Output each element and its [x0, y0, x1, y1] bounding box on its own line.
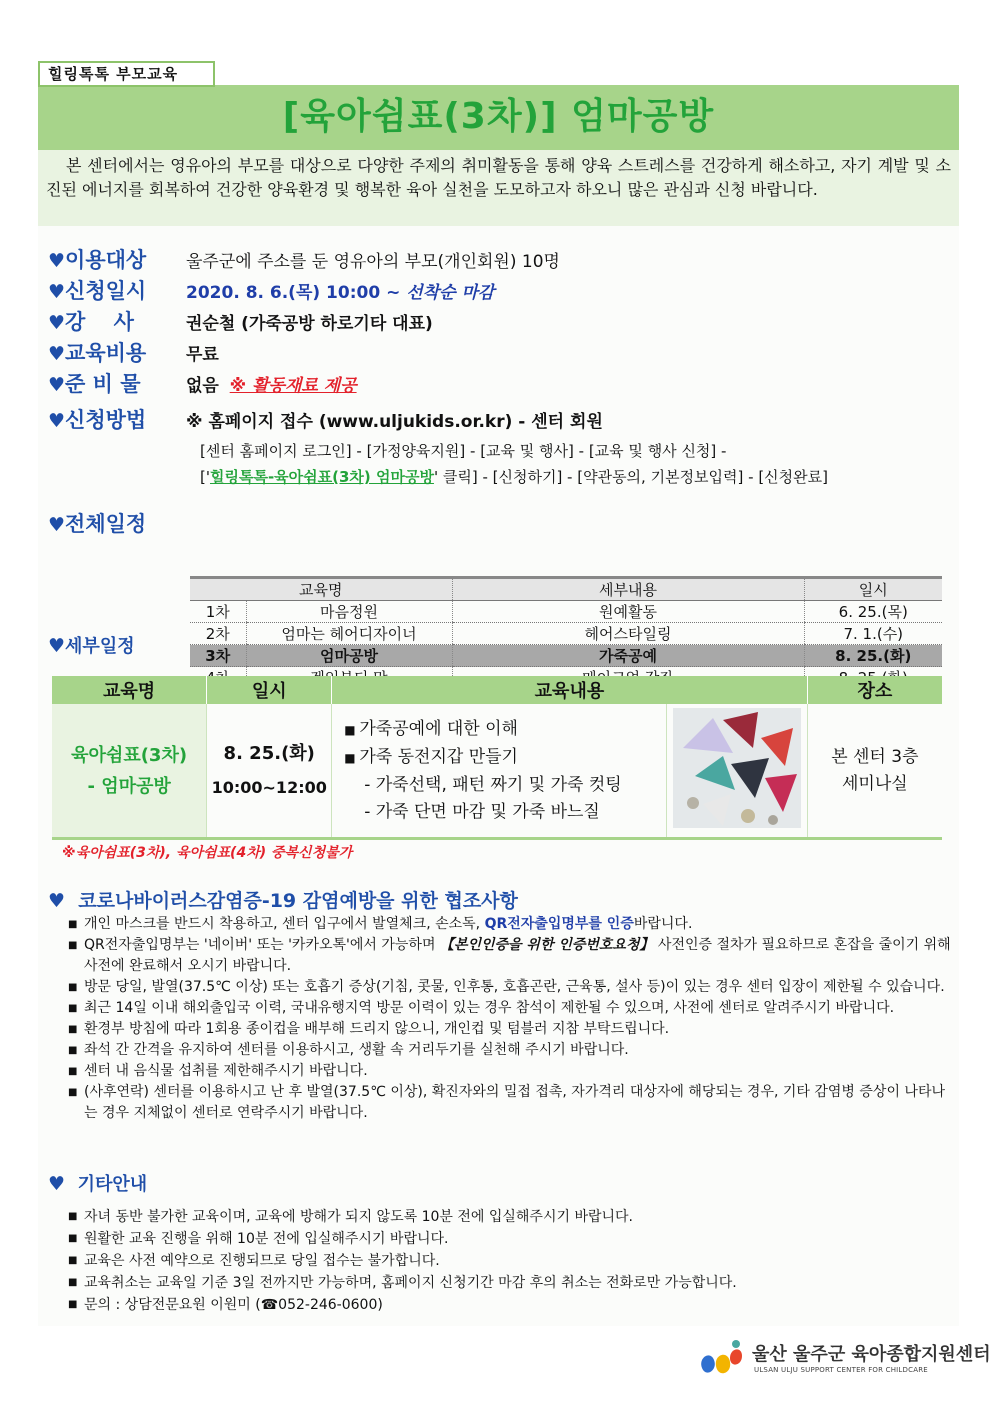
list-item: ■ 환경부 방침에 따라 1회용 종이컵을 배부해 드리지 않으니, 개인컵 및 텀블러 지참 부탁드립니다.	[68, 1019, 952, 1040]
col-header-place: 장소	[807, 676, 942, 704]
list-item: ■ 교육은 사전 예약으로 진행되므로 당일 접수는 불가합니다.	[68, 1250, 952, 1272]
list-item: ■ 최근 14일 이내 해외출입국 이력, 국내유행지역 방문 이력이 있는 경우 참석이 제한될 수 있으며, 사전에 센터로 알려주시기 바랍니다.	[68, 998, 952, 1019]
col-header-date: 일시	[207, 676, 332, 704]
info-prep	[48, 368, 357, 398]
info-target-value: 울주군에 주소를 둔 영유아의 부모(개인회원) 10명	[186, 251, 560, 272]
heart-icon: ♥	[48, 281, 66, 303]
info-target	[48, 244, 560, 274]
list-item: ■ 교육취소는 교육일 기준 3일 전까지만 가능하며, 홈페이지 신청기간 마감 후의 취소는 전화로만 가능합니다.	[68, 1272, 952, 1294]
col-header-name: 교육명	[52, 676, 207, 704]
heart-icon: ♥	[48, 374, 66, 396]
info-prep-label: ♥준 비 물	[48, 372, 141, 396]
info-method-value: ※ 홈페이지 접수 (www.uljukids.or.kr) - 센터 회원	[186, 411, 603, 432]
list-item: ■ 개인 마스크를 반드시 착용하고, 센터 입구에서 발열체크, 손소독, QR전자출입명부를 인증바랍니다.	[68, 914, 952, 935]
program-date-cell: 8. 25.(화) 10:00~12:00	[207, 704, 332, 839]
heart-icon: ♥	[48, 514, 66, 536]
session-date: 8. 25.(화)	[804, 645, 942, 667]
table-header-row	[52, 676, 942, 704]
heart-icon: ♥	[48, 635, 66, 657]
session-detail: 원예활동	[452, 601, 804, 623]
list-item: ■ (사후연락) 센터를 이용하시고 난 후 발열(37.5℃ 이상), 확진자와의 밀접 접촉, 자가격리 대상자에 해당되는 경우, 기타 감염병 증상이 나타나는 경우 지체없이 센터로 연락주시기 바랍니다.	[68, 1082, 952, 1124]
leather-purse-image	[673, 708, 801, 828]
session-no: 2차	[190, 623, 246, 645]
info-cost-value: 무료	[186, 344, 219, 365]
heart-icon: ♥	[48, 312, 66, 334]
col-header-detail: 세부내용	[452, 578, 804, 601]
session-no: 3차	[190, 645, 246, 667]
col-header-date: 일시	[804, 578, 942, 601]
session-detail: 헤어스타일링	[452, 623, 804, 645]
org-logo-icon	[696, 1338, 746, 1382]
table-header-row	[190, 578, 942, 601]
session-name: 엄마공방	[246, 645, 452, 667]
list-item: ■ 센터 내 음식물 섭취를 제한해주시기 바랍니다.	[68, 1061, 952, 1082]
info-apply-date-value: 2020. 8. 6.(목) 10:00 ~ 선착순 마감	[186, 282, 495, 303]
content-subitem: - 가죽선택, 패턴 짜기 및 가죽 컷팅	[364, 774, 622, 795]
info-cost	[48, 337, 219, 367]
table-row	[190, 623, 942, 645]
list-item: ■ 문의 : 상담전문요원 이원미 (☎052-246-0600)	[68, 1294, 952, 1316]
heart-icon: ♥	[48, 343, 66, 365]
program-link[interactable]: 힐링톡톡-육아쉼표(3차) 엄마공방	[209, 468, 434, 486]
main-content	[38, 226, 959, 1326]
list-item: ■ QR전자출입명부는 '네이버' 또는 '카카오톡'에서 가능하며 【본인인증을 위한 인증번호요청】 사전인증 절차가 필요하므로 혼잡을 줄이기 위해 사전에 완료해서 오시기 바랍니다.	[68, 935, 952, 977]
session-date: 6. 25.(목)	[804, 601, 942, 623]
program-place-cell: 본 센터 3층 세미나실	[807, 704, 942, 839]
col-header-content: 교육내용	[332, 676, 807, 704]
content-item: ■ 가죽 동전지갑 만들기	[344, 746, 518, 767]
org-name-en: ULSAN ULJU SUPPORT CENTER FOR CHILDCARE	[754, 1366, 928, 1374]
page-title: [육아쉼표(3차)] 엄마공방	[282, 96, 715, 137]
full-schedule-table	[190, 576, 942, 690]
table-row	[52, 704, 942, 839]
info-apply-date	[48, 275, 494, 305]
list-item: ■ 자녀 동반 불가한 교육이며, 교육에 방해가 되지 않도록 10분 전에 입실해주시기 바랍니다.	[68, 1206, 952, 1228]
detail-schedule-table	[52, 676, 942, 840]
etc-list	[68, 1206, 952, 1316]
program-name-cell: 육아쉼표(3차) - 엄마공방	[52, 704, 207, 839]
info-method	[48, 404, 603, 434]
leather-purse-photo	[666, 704, 807, 839]
info-apply-date-label: ♥신청일시	[48, 279, 147, 303]
info-instructor-label: ♥강 사	[48, 310, 134, 334]
intro-text	[38, 150, 959, 226]
corona-list	[68, 914, 952, 1124]
content-subitem: - 가죽 단면 마감 및 가죽 바느질	[364, 801, 600, 822]
program-content-cell	[332, 704, 666, 839]
heart-icon: ♥	[48, 890, 66, 912]
corona-heading: ♥ 코로나바이러스감염증-19 감염예방을 위한 협조사항	[48, 890, 518, 912]
table-row	[190, 601, 942, 623]
session-name: 엄마는 헤어디자이너	[246, 623, 452, 645]
list-item: ■ 원활한 교육 진행을 위해 10분 전에 입실해주시기 바랍니다.	[68, 1228, 952, 1250]
program-tag: 힐링톡톡 부모교육	[38, 61, 215, 87]
detail-heading: ♥세부일정	[48, 635, 135, 657]
session-name: 마음정원	[246, 601, 452, 623]
org-name: 울산 울주군 육아종합지원센터	[752, 1344, 991, 1365]
info-target-label: ♥이용대상	[48, 248, 147, 272]
info-instructor	[48, 306, 433, 336]
list-item: ■ 방문 당일, 발열(37.5℃ 이상) 또는 호흡기 증상(기침, 콧물, 인후통, 호흡곤란, 근육통, 설사 등)이 있는 경우 센터 입장이 제한될 수 있습니다.	[68, 977, 952, 998]
flyer	[38, 58, 959, 1326]
session-no: 1차	[190, 601, 246, 623]
col-header-name: 교육명	[190, 578, 452, 601]
heart-icon: ♥	[48, 250, 66, 272]
info-cost-label: ♥교육비용	[48, 341, 147, 365]
intro-paragraph: 본 센터에서는 영유아의 부모를 대상으로 다양한 주제의 취미활동을 통해 양육 스트레스를 건강하게 해소하고, 자기 계발 및 소진된 에너지를 회복하여 건강한 양육환경 및 행복한 육아 실천을 도모하고자 하오니 많은 관심과 신청 바랍니다.	[46, 156, 951, 199]
content-item: ■ 가죽공예에 대한 이해	[344, 718, 518, 739]
list-item: ■ 좌석 간 간격을 유지하여 센터를 이용하시고, 생활 속 거리두기를 실천해 주시기 바랍니다.	[68, 1040, 952, 1061]
session-date: 7. 1.(수)	[804, 623, 942, 645]
session-detail: 가죽공예	[452, 645, 804, 667]
duplicate-note: ※육아쉼표(3차), 육아쉼표(4차) 중복신청불가	[62, 845, 353, 861]
method-step-1: [센터 홈페이지 로그인] - [가정양육지원] - [교육 및 행사] - [교육 및 행사 신청] -	[200, 442, 727, 460]
heart-icon: ♥	[48, 410, 66, 432]
info-instructor-value: 권순철 (가죽공방 하로기타 대표)	[186, 313, 433, 334]
etc-heading: ♥ 기타안내	[48, 1173, 148, 1195]
table-row-highlighted	[190, 645, 942, 667]
heart-icon: ♥	[48, 1173, 66, 1195]
info-prep-value: 없음 ※ 활동재료 제공	[186, 375, 357, 396]
info-method-label: ♥신청방법	[48, 408, 147, 432]
schedule-heading: ♥전체일정	[48, 512, 147, 536]
method-step-2: ['힐링톡톡-육아쉼표(3차) 엄마공방' 클릭] - [신청하기] - [약관동의, 기본정보입력] - [신청완료]	[200, 468, 828, 486]
org-logo	[696, 1338, 991, 1382]
